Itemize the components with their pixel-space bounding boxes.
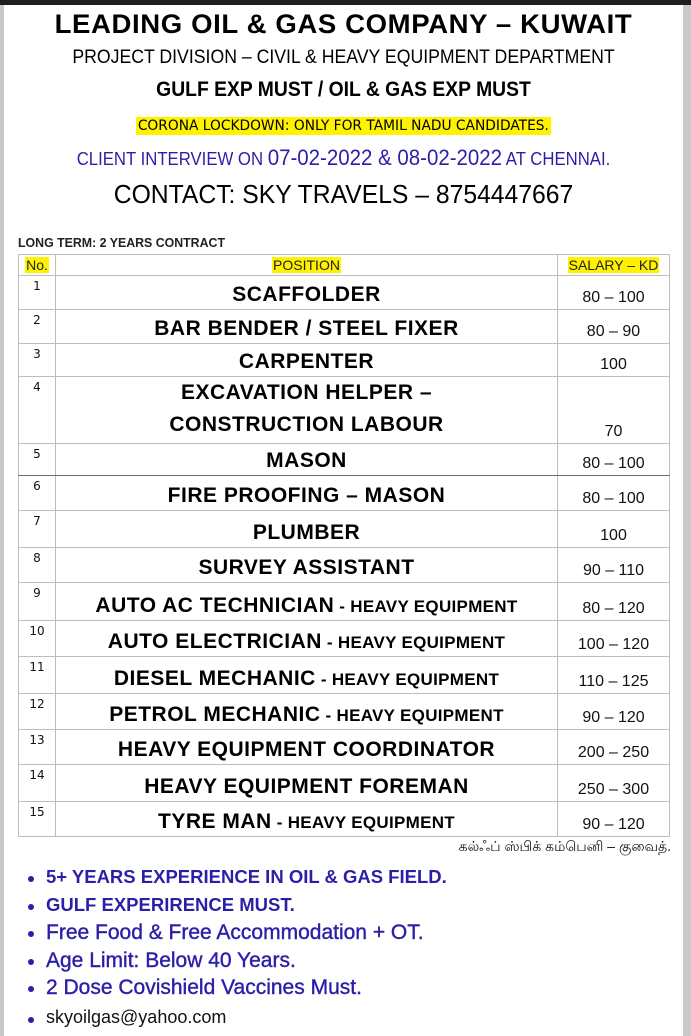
note-food-accommodation: Free Food & Free Accommodation + OT.	[24, 921, 447, 949]
salary-cell: 100	[558, 511, 670, 548]
interview-date-2: 08-02-2022	[397, 145, 503, 170]
row-number: 8	[19, 548, 56, 583]
lockdown-notice	[4, 117, 683, 135]
table-row	[19, 511, 670, 548]
table-row	[19, 276, 670, 310]
contact-line: CONTACT: SKY TRAVELS – 8754447667	[113, 179, 574, 209]
note-vaccines: 2 Dose Covishield Vaccines Must.	[24, 976, 447, 1004]
row-number: 15	[19, 802, 56, 837]
position-cell: SURVEY ASSISTANT	[56, 548, 558, 583]
table-row	[19, 802, 670, 837]
table-row	[19, 730, 670, 765]
position-cell: TYRE MAN - HEAVY EQUIPMENT	[56, 802, 558, 837]
requirements-list	[24, 866, 447, 1034]
table-row	[19, 765, 670, 802]
tamil-company-note: கல்ஃப் ஸ்பிக் கம்பெனி – குவைத்.	[458, 838, 671, 854]
position-cell: SCAFFOLDER	[56, 276, 558, 310]
position-cell: MASON	[56, 444, 558, 476]
position-cell: PETROL MECHANIC - HEAVY EQUIPMENT	[56, 694, 558, 730]
position-cell: FIRE PROOFING – MASON	[56, 476, 558, 511]
company-title: LEADING OIL & GAS COMPANY – KUWAIT	[54, 9, 633, 39]
row-number: 3	[19, 344, 56, 377]
table-row	[19, 310, 670, 344]
position-cell: HEAVY EQUIPMENT FOREMAN	[56, 765, 558, 802]
row-number: 6	[19, 476, 56, 511]
division-subtitle: PROJECT DIVISION – CIVIL & HEAVY EQUIPMENT DEPARTMENT	[72, 47, 615, 68]
row-number: 12	[19, 694, 56, 730]
contact-email: skyoilgas@yahoo.com	[24, 1007, 447, 1035]
interview-amp: &	[372, 145, 398, 170]
salary-cell: 110 – 125	[558, 657, 670, 694]
table-header-row	[19, 255, 670, 276]
positions-table	[18, 254, 670, 837]
column-header-no: No.	[19, 255, 56, 276]
salary-cell: 80 – 100	[558, 476, 670, 511]
position-cell: DIESEL MECHANIC - HEAVY EQUIPMENT	[56, 657, 558, 694]
contract-note: LONG TERM: 2 YEARS CONTRACT	[18, 235, 225, 250]
note-experience: 5+ YEARS EXPERIENCE IN OIL & GAS FIELD.	[24, 866, 447, 894]
interview-date-1: 07-02-2022	[267, 145, 373, 170]
row-number: 4	[19, 377, 56, 444]
interview-info	[28, 145, 659, 171]
lockdown-notice-text: CORONA LOCKDOWN: ONLY FOR TAMIL NADU CANDIDATES.	[137, 118, 550, 134]
column-header-position: POSITION	[56, 255, 558, 276]
table-row	[19, 548, 670, 583]
table-row	[19, 377, 670, 444]
salary-cell: 80 – 120	[558, 583, 670, 621]
row-number: 1	[19, 276, 56, 310]
table-row	[19, 621, 670, 657]
salary-cell: 70	[558, 377, 670, 444]
column-header-salary: SALARY – KD	[558, 255, 670, 276]
position-cell: PLUMBER	[56, 511, 558, 548]
row-number: 2	[19, 310, 56, 344]
row-number: 11	[19, 657, 56, 694]
salary-cell: 80 – 90	[558, 310, 670, 344]
salary-cell: 200 – 250	[558, 730, 670, 765]
position-cell: CARPENTER	[56, 344, 558, 377]
requirement-heading: GULF EXP MUST / OIL & GAS EXP MUST	[156, 78, 531, 101]
interview-suffix: AT CHENNAI.	[502, 149, 611, 169]
salary-cell: 250 – 300	[558, 765, 670, 802]
position-cell: HEAVY EQUIPMENT COORDINATOR	[56, 730, 558, 765]
salary-cell: 80 – 100	[558, 444, 670, 476]
position-cell: EXCAVATION HELPER – CONSTRUCTION LABOUR	[56, 377, 558, 444]
note-age-limit: Age Limit: Below 40 Years.	[24, 949, 447, 977]
row-number: 7	[19, 511, 56, 548]
salary-cell: 80 – 100	[558, 276, 670, 310]
position-cell: BAR BENDER / STEEL FIXER	[56, 310, 558, 344]
note-gulf-experience: GULF EXPERIRENCE MUST.	[24, 894, 447, 922]
interview-prefix: CLIENT INTERVIEW ON	[76, 149, 268, 169]
row-number: 5	[19, 444, 56, 476]
row-number: 13	[19, 730, 56, 765]
salary-cell: 90 – 110	[558, 548, 670, 583]
table-row	[19, 476, 670, 511]
table-row	[19, 444, 670, 476]
table-row	[19, 657, 670, 694]
row-number: 9	[19, 583, 56, 621]
position-cell: AUTO AC TECHNICIAN - HEAVY EQUIPMENT	[56, 583, 558, 621]
job-advert-page	[4, 5, 683, 1036]
table-row	[19, 694, 670, 730]
salary-cell: 100 – 120	[558, 621, 670, 657]
table-row	[19, 344, 670, 377]
salary-cell: 100	[558, 344, 670, 377]
row-number: 14	[19, 765, 56, 802]
position-cell: AUTO ELECTRICIAN - HEAVY EQUIPMENT	[56, 621, 558, 657]
table-row	[19, 583, 670, 621]
salary-cell: 90 – 120	[558, 694, 670, 730]
row-number: 10	[19, 621, 56, 657]
salary-cell: 90 – 120	[558, 802, 670, 837]
